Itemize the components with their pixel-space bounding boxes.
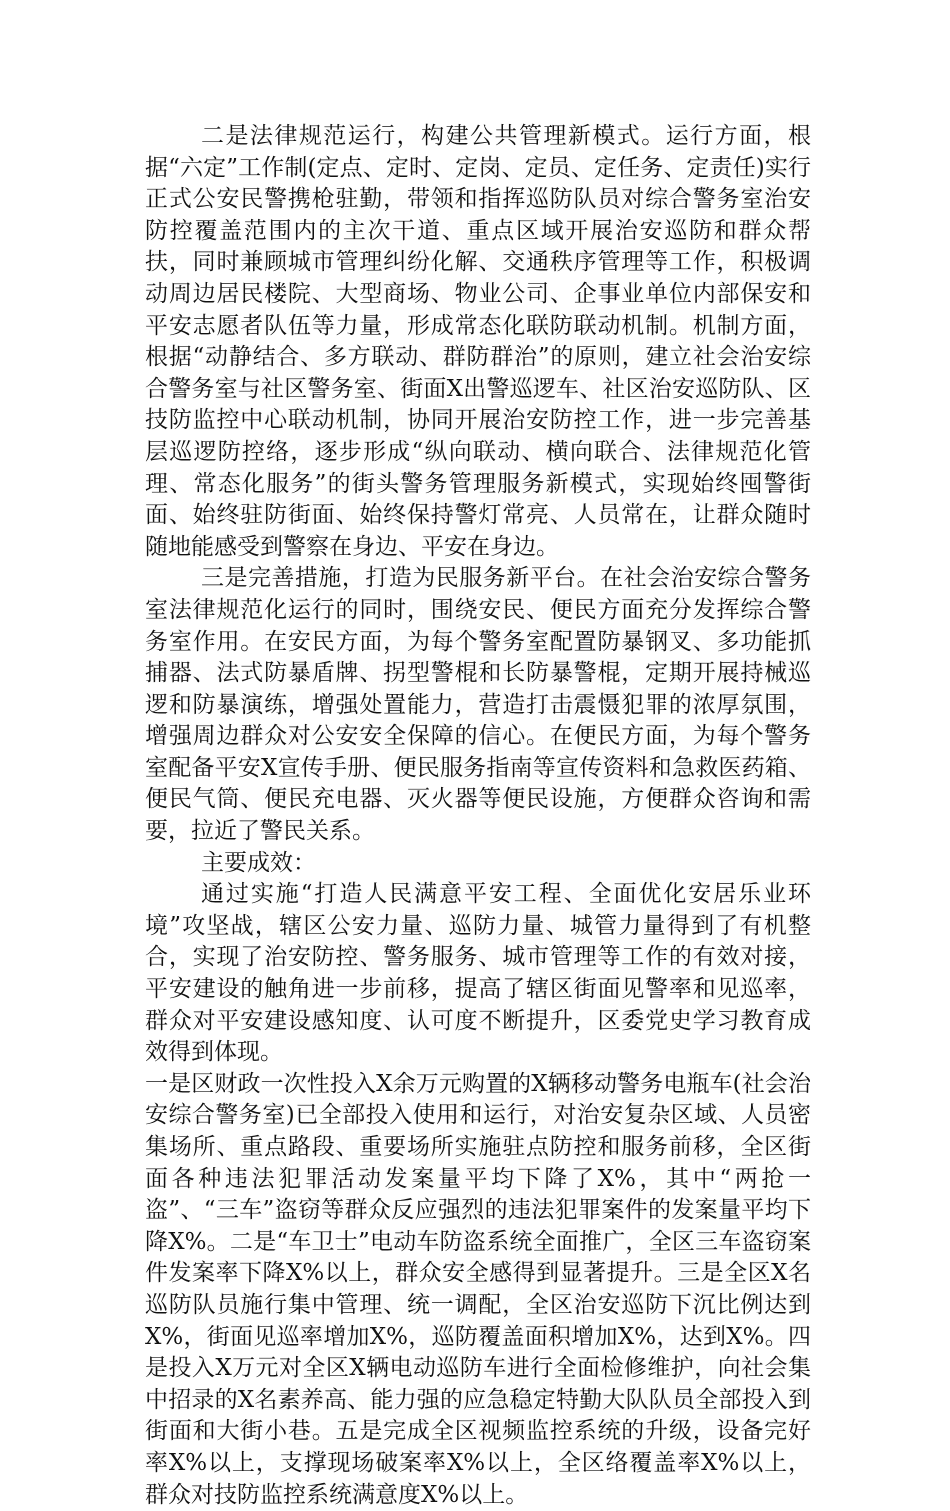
section-heading-main-results: 主要成效：	[201, 849, 316, 876]
paragraph-service-platform: 三是完善措施，打造为民服务新平台。在社会治安综合警务室法律规范化运行的同时，围绕安民、便民方面充分发挥综合警务室作用。在安民方面，为每个警务室配置防暴钢叉、多功能抓捕器、法式防暴盾牌、拐型警棍和长防暴警棍，定期开展持械巡逻和防暴演练，增强处置能力，营造打击震慑犯罪的浓厚氛围，增强周边群众对公安安全保障的信心。在便民方面，为每个警务室配备平安X宣传手册、便民服务指南等宣传资料和急救医药箱、便民气筒、便民充电器、灭火器等便民设施，方便群众咨询和需要，拉近了警民关系。	[145, 565, 811, 845]
paragraph-legal-operation: 二是法律规范运行，构建公共管理新模式。运行方面，根据“六定”工作制(定点、定时、定岗、定员、定任务、定责任)实行正式公安民警携枪驻勤，带领和指挥巡防队员对综合警务室治安防控覆盖范围内的主次干道、重点区域开展治安巡防和群众帮扶，同时兼顾城市管理纠纷化解、交通秩序管理等工作，积极调动周边居民楼院、大型商场、物业公司、企事业单位内部保安和平安志愿者队伍等力量，形成常态化联防联动机制。机制方面，根据“动静结合、多方联动、群防群治”的原则，建立社会治安综合警务室与社区警务室、街面X出警巡逻车、社区治安巡防队、区技防监控中心联动机制，协同开展治安防控工作，进一步完善基层巡逻防控络，逐步形成“纵向联动、横向联合、法律规范化管理、常态化服务”的街头警务管理服务新模式，实现始终囤警街面、始终驻防街面、始终保持警灯常亮、人员常在，让群众随时随地能感受到警察在身边、平安在身边。	[145, 123, 811, 560]
paragraph-results-summary: 通过实施“打造人民满意平安工程、全面优化安居乐业环境”攻坚战，辖区公安力量、巡防力量、城管力量得到了有机整合，实现了治安防控、警务服务、城市管理等工作的有效对接，平安建设的触角进一步前移，提高了辖区街面见警率和见巡率，群众对平安建设感知度、认可度不断提升，区委党史学习教育成效得到体现。	[145, 881, 811, 1066]
document-body	[145, 121, 811, 1511]
paragraph-results-details: 一是区财政一次性投入X余万元购置的X辆移动警务电瓶车(社会治安综合警务室)已全部投入使用和运行，对治安复杂区域、人员密集场所、重点路段、重要场所实施驻点防控和服务前移，全区街面各种违法犯罪活动发案量平均下降了X%，其中“两抢一盗”、“三车”盗窃等群众反应强烈的违法犯罪案件的发案量平均下降X%。二是“车卫士”电动车防盗系统全面推广，全区三车盗窃案件发案率下降X%以上，群众安全感得到显著提升。三是全区X名巡防队员施行集中管理、统一调配，全区治安巡防下沉比例达到X%，街面见巡率增加X%，巡防覆盖面积增加X%，达到X%。四是投入X万元对全区X辆电动巡防车进行全面检修维护，向社会集中招录的X名素养高、能力强的应急稳定特勤大队队员全部投入到街面和大街小巷。五是完成全区视频监控系统的升级，设备完好率X%以上，支撑现场破案率X%以上，全区络覆盖率X%以上，群众对技防监控系统满意度X%以上。	[145, 1070, 811, 1508]
